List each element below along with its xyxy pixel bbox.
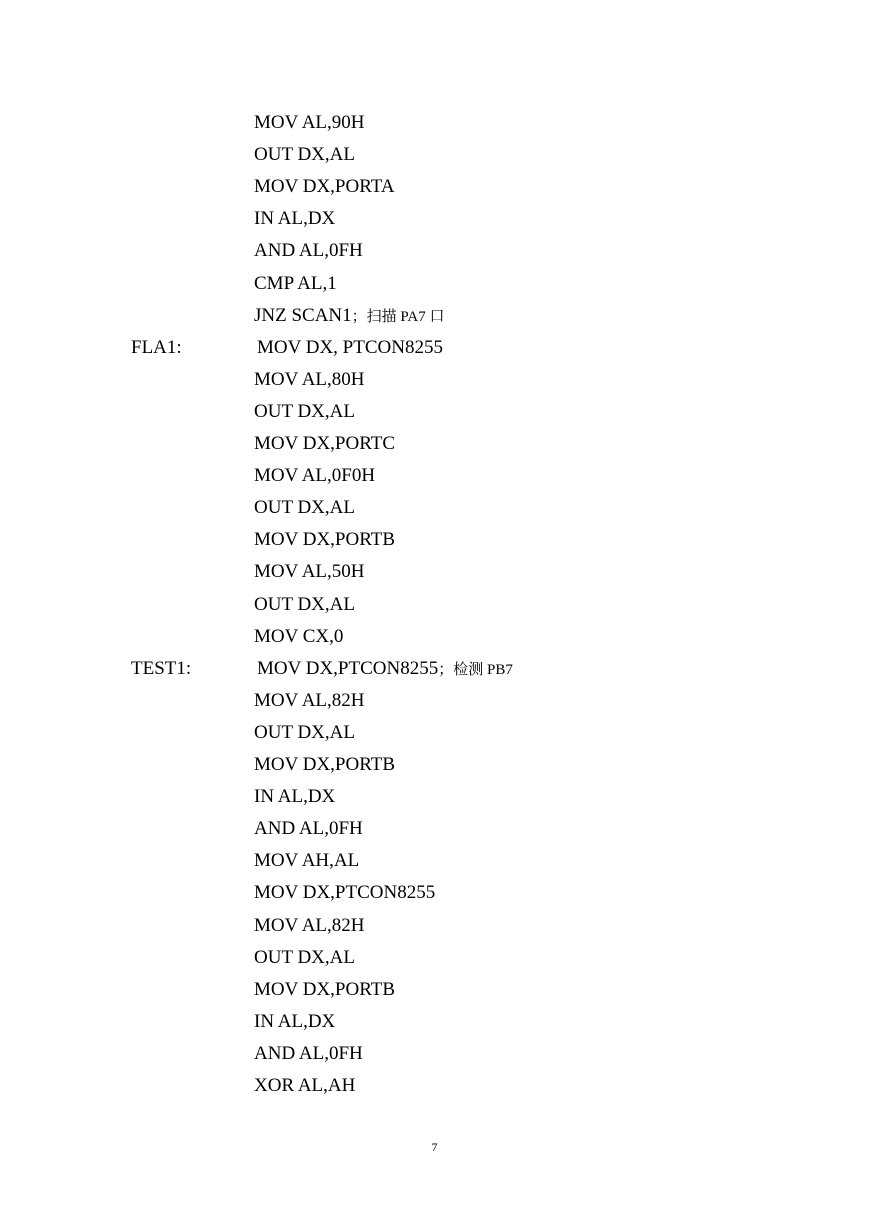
code-line	[0, 948, 869, 980]
code-instruction	[254, 980, 395, 1000]
code-line	[0, 402, 869, 434]
instruction-text: MOV CX,0	[254, 626, 344, 647]
instruction-text: AND AL,0FH	[254, 818, 363, 839]
code-line	[0, 241, 869, 273]
code-instruction	[254, 145, 355, 165]
instruction-text: MOV AL,82H	[254, 915, 365, 936]
instruction-text: IN AL,DX	[254, 1011, 336, 1032]
instruction-text: OUT DX,AL	[254, 401, 355, 422]
code-line	[0, 980, 869, 1012]
instruction-text: XOR AL,AH	[254, 1075, 356, 1096]
instruction-text: MOV DX,PTCON8255	[257, 658, 439, 679]
code-instruction	[254, 723, 355, 743]
instruction-text: MOV DX,PORTB	[254, 529, 396, 550]
code-instruction	[254, 466, 375, 486]
code-instruction	[254, 113, 365, 133]
code-instruction	[254, 209, 335, 229]
code-instruction	[257, 659, 513, 680]
code-instruction	[254, 755, 395, 775]
code-line	[0, 595, 869, 627]
instruction-text: IN AL,DX	[254, 208, 336, 229]
code-instruction	[254, 627, 343, 647]
code-line	[0, 177, 869, 209]
code-line	[0, 113, 869, 145]
instruction-text: MOV AL,80H	[254, 369, 365, 390]
instruction-text: MOV AL,0F0H	[254, 465, 376, 486]
instruction-text: MOV AL,82H	[254, 690, 365, 711]
instruction-text: MOV DX,PORTB	[254, 979, 396, 1000]
code-line	[0, 466, 869, 498]
code-comment: ；扫描 PA7 口	[351, 309, 445, 325]
instruction-text: OUT DX,AL	[254, 497, 355, 518]
code-instruction	[254, 851, 359, 871]
code-instruction	[254, 306, 444, 327]
code-label: TEST1:	[131, 658, 192, 679]
code-line	[0, 627, 869, 659]
labeled-code-line	[0, 659, 869, 691]
code-line	[0, 306, 869, 338]
code-instruction	[254, 530, 395, 550]
instruction-text: CMP AL,1	[254, 273, 337, 294]
code-instruction	[254, 595, 355, 615]
code-line	[0, 530, 869, 562]
instruction-text: MOV DX, PTCON8255	[257, 337, 443, 358]
instruction-text: OUT DX,AL	[254, 594, 355, 615]
code-line	[0, 1076, 869, 1108]
code-instruction	[254, 819, 363, 839]
code-line	[0, 787, 869, 819]
code-line	[0, 851, 869, 883]
instruction-text: OUT DX,AL	[254, 144, 355, 165]
code-line	[0, 274, 869, 306]
page-number: 7	[431, 1140, 438, 1154]
instruction-text: OUT DX,AL	[254, 722, 355, 743]
code-line	[0, 209, 869, 241]
code-comment: ；检测 PB7	[438, 662, 513, 678]
code-line	[0, 1044, 869, 1076]
code-line	[0, 883, 869, 915]
code-line	[0, 145, 869, 177]
code-instruction	[254, 948, 355, 968]
code-label: FLA1:	[131, 337, 182, 358]
code-line	[0, 370, 869, 402]
code-instruction	[254, 1044, 363, 1064]
code-instruction	[257, 338, 443, 358]
instruction-text: OUT DX,AL	[254, 947, 355, 968]
code-instruction	[254, 434, 395, 454]
code-line	[0, 691, 869, 723]
code-instruction	[254, 241, 363, 261]
instruction-text: MOV DX,PTCON8255	[254, 882, 436, 903]
code-line	[0, 723, 869, 755]
instruction-text: MOV AL,90H	[254, 112, 365, 133]
instruction-text: AND AL,0FH	[254, 240, 363, 261]
code-instruction	[254, 562, 365, 582]
code-line	[0, 562, 869, 594]
instruction-text: MOV AH,AL	[254, 850, 360, 871]
code-instruction	[254, 787, 335, 807]
code-instruction	[254, 1012, 335, 1032]
code-line	[0, 916, 869, 948]
code-instruction	[254, 1076, 355, 1096]
code-line	[0, 434, 869, 466]
instruction-text: MOV AL,50H	[254, 561, 365, 582]
code-instruction	[254, 274, 337, 294]
code-instruction	[254, 883, 435, 903]
code-instruction	[254, 916, 365, 936]
labeled-code-line	[0, 338, 869, 370]
instruction-text: AND AL,0FH	[254, 1043, 363, 1064]
instruction-text: MOV DX,PORTA	[254, 176, 395, 197]
code-line	[0, 498, 869, 530]
code-instruction	[254, 177, 395, 197]
instruction-text: JNZ SCAN1	[254, 305, 352, 326]
instruction-text: MOV DX,PORTB	[254, 754, 396, 775]
code-instruction	[254, 370, 365, 390]
instruction-text: MOV DX,PORTC	[254, 433, 396, 454]
code-line	[0, 819, 869, 851]
code-instruction	[254, 498, 355, 518]
code-instruction	[254, 402, 355, 422]
instruction-text: IN AL,DX	[254, 786, 336, 807]
code-line	[0, 755, 869, 787]
code-line	[0, 1012, 869, 1044]
code-instruction	[254, 691, 365, 711]
